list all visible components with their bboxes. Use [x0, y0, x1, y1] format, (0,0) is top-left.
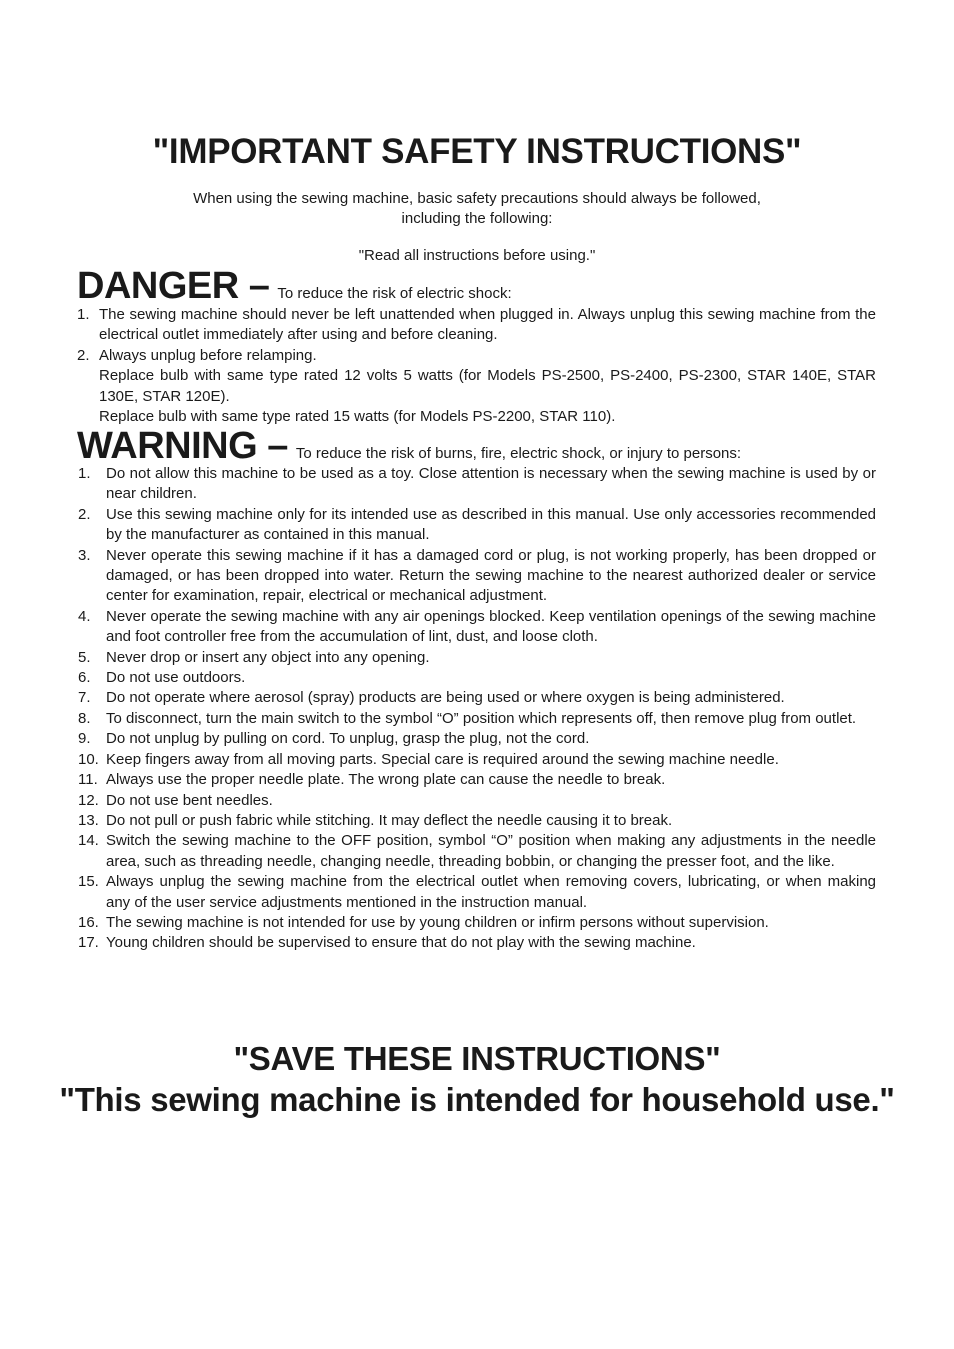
item-number: 4. [78, 607, 91, 625]
item-text: The sewing machine is not intended for use by young children or infirm persons without supervision. [106, 913, 769, 931]
item-number: 11. [78, 771, 98, 789]
item-number: 6. [78, 669, 91, 687]
item-number: 13. [78, 811, 99, 829]
item-number: 2. [78, 505, 91, 523]
page-title: "IMPORTANT SAFETY INSTRUCTIONS" [152, 132, 802, 171]
item-text: Use this sewing machine only for its intended use as described in this manual. Use only accessories recommended by the manufacturer as contained in this manual. [106, 505, 876, 544]
item-text: Do not unplug by pulling on cord. To unplug, grasp the plug, not the cord. [106, 730, 590, 748]
warning-list [78, 464, 876, 954]
list-item [78, 505, 876, 546]
item-number: 2. [77, 346, 90, 364]
item-text: Do not use bent needles. [106, 791, 273, 809]
item-text: Keep fingers away from all moving parts. Special care is required around the sewing machine needle. [106, 750, 779, 768]
item-number: 17. [78, 934, 99, 952]
item-text: Switch the sewing machine to the OFF position, symbol “O” position when making any adjustments in the needle area, such as threading needle, changing needle, threading bobbin, or changing the presser foot, and the like. [106, 832, 876, 870]
item-subtext: Replace bulb with same type rated 12 volts 5 watts (for Models PS-2500, PS-2400, PS-2300, STAR 140E, STAR 130E, STAR 120E). [99, 367, 876, 405]
list-item [78, 607, 876, 648]
item-number: 15. [78, 873, 99, 891]
item-text: To disconnect, turn the main switch to the symbol “O” position which represents off, then remove plug from outlet. [106, 709, 857, 727]
danger-heading [77, 266, 512, 306]
intro-line-1: When using the sewing machine, basic safety precautions should always be followed, [193, 190, 761, 207]
item-text: The sewing machine should never be left unattended when plugged in. Always unplug this sewing machine from the electrical outlet immediately after using and before cleaning. [99, 306, 876, 344]
item-text: Do not pull or push fabric while stitching. It may deflect the needle causing it to break. [106, 811, 673, 829]
household-use-heading: "This sewing machine is intended for household use." [59, 1081, 895, 1118]
item-number: 3. [78, 546, 91, 564]
list-item [78, 668, 876, 688]
danger-label: DANGER – [77, 265, 270, 307]
warning-subheading: To reduce the risk of burns, fire, electric shock, or injury to persons: [295, 445, 742, 462]
list-item [78, 709, 876, 729]
item-number: 7. [78, 689, 91, 707]
item-number: 1. [77, 306, 90, 323]
item-number: 1. [78, 465, 91, 482]
item-number: 14. [78, 832, 99, 850]
item-number: 9. [78, 730, 91, 748]
item-text: Do not use outdoors. [106, 669, 246, 687]
list-item [78, 648, 876, 668]
item-text: Young children should be supervised to ensure that do not play with the sewing machine. [106, 934, 696, 952]
item-text: Always unplug the sewing machine from the electrical outlet when removing covers, lubricating, or when making any of the user service adjustments mentioned in the instruction manual. [106, 873, 876, 911]
item-text: Never operate this sewing machine if it has a damaged cord or plug, is not working properly, has been dropped or damaged, or has been dropped into water. Return the sewing machine to the nearest authorized dealer or service center for examination, repair, electrical or mechanical adjustment. [106, 546, 876, 605]
intro-text [0, 189, 954, 229]
item-text: Always use the proper needle plate. The wrong plate can cause the needle to break. [106, 771, 666, 789]
save-instructions-heading: "SAVE THESE INSTRUCTIONS" [233, 1040, 721, 1077]
list-item [78, 933, 876, 953]
list-item [78, 688, 876, 708]
intro-line-2: including the following: [401, 210, 553, 227]
list-item [77, 346, 876, 428]
list-item [78, 750, 876, 770]
item-text: Never drop or insert any object into any opening. [106, 648, 430, 666]
item-subtext: Replace bulb with same type rated 15 watts (for Models PS-2200, STAR 110). [99, 408, 616, 426]
item-number: 8. [78, 709, 91, 727]
danger-subheading: To reduce the risk of electric shock: [277, 285, 512, 302]
list-item [78, 729, 876, 749]
read-all-notice: "Read all instructions before using." [358, 247, 596, 264]
list-item [78, 811, 876, 831]
item-number: 12. [78, 791, 99, 809]
item-text: Never operate the sewing machine with any air openings blocked. Keep ventilation openings of the sewing machine and foot controller free from the accumulation of lint, dust, and loose cloth. [106, 607, 876, 646]
warning-heading [77, 426, 741, 466]
warning-label: WARNING – [77, 425, 288, 467]
list-item [78, 913, 876, 933]
list-item [78, 464, 876, 505]
list-item [78, 546, 876, 607]
list-item [78, 872, 876, 913]
item-text: Do not operate where aerosol (spray) products are being used or where oxygen is being administered. [106, 689, 785, 707]
danger-list [77, 305, 876, 427]
item-number: 5. [78, 648, 91, 666]
list-item [78, 770, 876, 790]
item-text: Always unplug before relamping. [99, 346, 317, 364]
item-number: 10. [78, 750, 99, 768]
list-item [78, 831, 876, 872]
item-number: 16. [78, 913, 99, 931]
list-item [77, 305, 876, 346]
item-text: Do not allow this machine to be used as a toy. Close attention is necessary when the sewing machine is used by or near children. [106, 465, 876, 503]
list-item [78, 791, 876, 811]
